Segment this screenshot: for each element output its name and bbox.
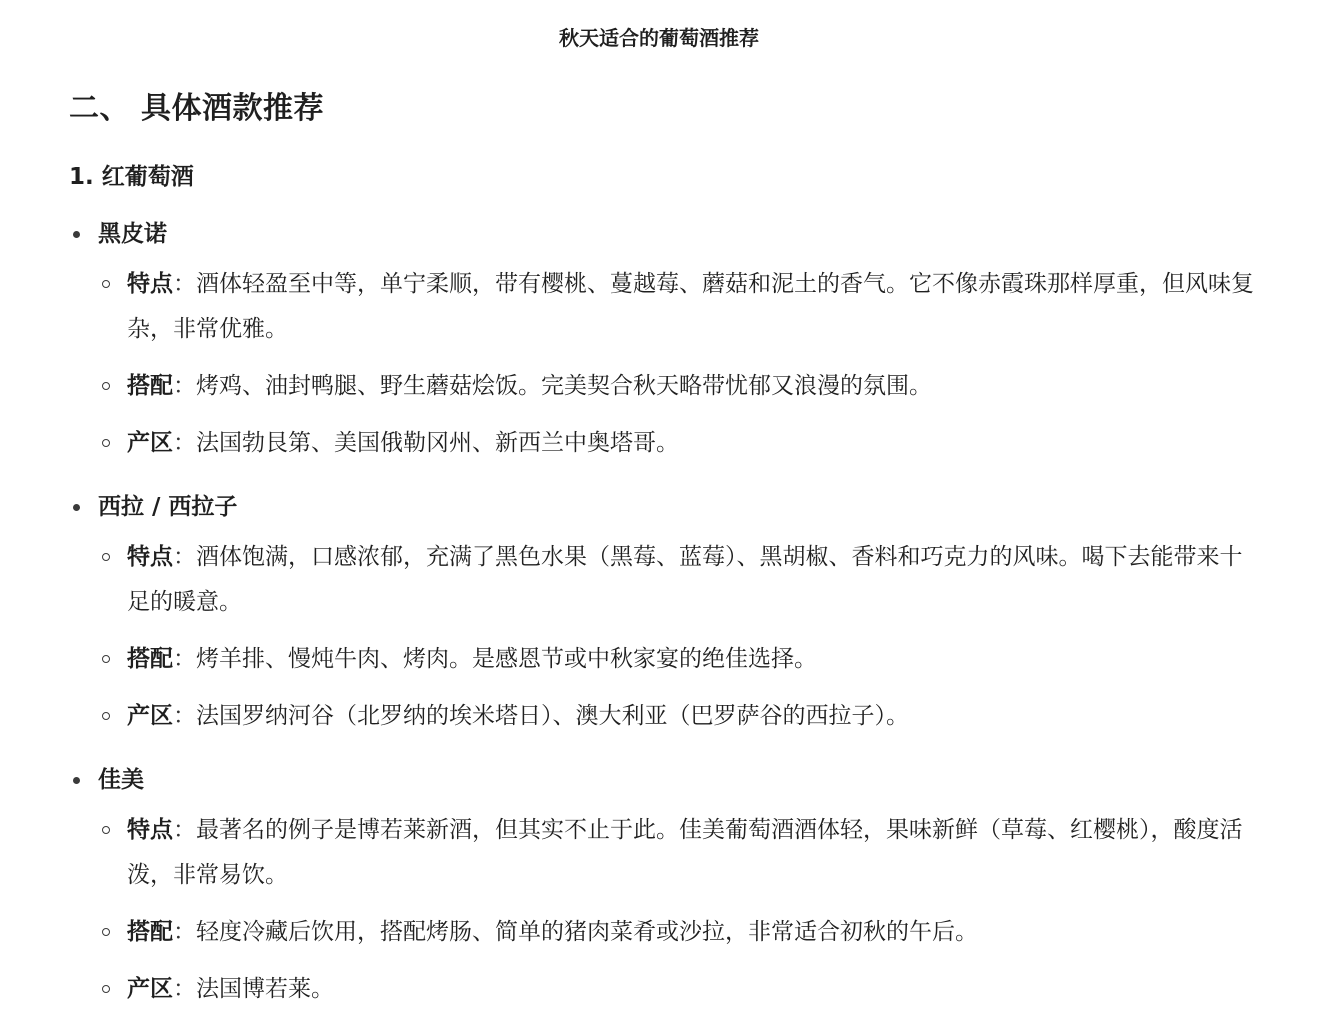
wine-attribute-characteristics	[127, 262, 1254, 352]
bullet-circle-icon	[102, 553, 110, 561]
bullet-circle-icon	[102, 985, 110, 993]
wine-attribute-list	[69, 535, 1254, 739]
attribute-text: 烤羊排、慢炖牛肉、烤肉。是感恩节或中秋家宴的绝佳选择。	[196, 646, 817, 672]
attribute-text: 酒体轻盈至中等，单宁柔顺，带有樱桃、蔓越莓、蘑菇和泥土的香气。它不像赤霞珠那样厚重，但风味复杂，非常优雅。	[127, 271, 1254, 342]
bullet-circle-icon	[102, 439, 110, 447]
top-bar	[0, 0, 1318, 74]
attribute-label: 产区	[127, 430, 173, 456]
wine-attribute-characteristics	[127, 808, 1254, 898]
subsection-heading: 1. 红葡萄酒	[69, 164, 194, 190]
wine-item-pinot-noir	[69, 218, 1254, 466]
wine-attribute-list	[69, 262, 1254, 466]
wine-name-row	[69, 218, 1254, 250]
attribute-label: 特点	[127, 271, 173, 297]
bullet-dot-icon	[73, 231, 80, 238]
wine-list	[69, 218, 1254, 1012]
bullet-dot-icon	[73, 504, 80, 511]
wine-name-row	[69, 764, 1254, 796]
attribute-separator: ：	[173, 373, 196, 399]
attribute-label: 搭配	[127, 919, 173, 945]
wine-attribute-characteristics	[127, 535, 1254, 625]
bullet-dot-icon	[73, 777, 80, 784]
attribute-separator: ：	[173, 646, 196, 672]
wine-attribute-region	[127, 967, 1254, 1012]
wine-attribute-region	[127, 421, 1254, 466]
attribute-label: 特点	[127, 544, 173, 570]
attribute-separator: ：	[173, 976, 196, 1002]
bullet-circle-icon	[102, 826, 110, 834]
wine-name-row	[69, 491, 1254, 523]
attribute-text: 烤鸡、油封鸭腿、野生蘑菇烩饭。完美契合秋天略带忧郁又浪漫的氛围。	[196, 373, 932, 399]
attribute-text: 轻度冷藏后饮用，搭配烤肠、简单的猪肉菜肴或沙拉，非常适合初秋的午后。	[196, 919, 978, 945]
wine-name: 黑皮诺	[98, 221, 167, 247]
attribute-text: 最著名的例子是博若莱新酒，但其实不止于此。佳美葡萄酒酒体轻，果味新鲜（草莓、红樱桃），酸度活泼，非常易饮。	[127, 817, 1243, 888]
bullet-circle-icon	[102, 382, 110, 390]
wine-attribute-region	[127, 694, 1254, 739]
bullet-circle-icon	[102, 712, 110, 720]
wine-name: 佳美	[98, 767, 144, 793]
attribute-label: 特点	[127, 817, 173, 843]
section-heading: 二、 具体酒款推荐	[69, 91, 324, 126]
wine-attribute-pairing	[127, 910, 1254, 955]
attribute-text: 酒体饱满，口感浓郁，充满了黑色水果（黑莓、蓝莓）、黑胡椒、香料和巧克力的风味。喝下去能带来十足的暖意。	[127, 544, 1243, 615]
wine-item-syrah	[69, 491, 1254, 739]
document-title: 秋天适合的葡萄酒推荐	[559, 25, 759, 50]
attribute-separator: ：	[173, 703, 196, 729]
wine-attribute-pairing	[127, 364, 1254, 409]
attribute-label: 产区	[127, 976, 173, 1002]
wine-attribute-pairing	[127, 637, 1254, 682]
wine-item-gamay	[69, 764, 1254, 1012]
attribute-text: 法国博若莱。	[196, 976, 334, 1002]
document-content	[0, 88, 1318, 1012]
attribute-label: 搭配	[127, 373, 173, 399]
attribute-text: 法国勃艮第、美国俄勒冈州、新西兰中奥塔哥。	[196, 430, 679, 456]
bullet-circle-icon	[102, 280, 110, 288]
attribute-separator: ：	[173, 817, 196, 843]
attribute-separator: ：	[173, 430, 196, 456]
bullet-circle-icon	[102, 928, 110, 936]
wine-name: 西拉 / 西拉子	[98, 494, 238, 520]
attribute-separator: ：	[173, 919, 196, 945]
attribute-label: 产区	[127, 703, 173, 729]
attribute-separator: ：	[173, 544, 196, 570]
bullet-circle-icon	[102, 655, 110, 663]
attribute-text: 法国罗纳河谷（北罗纳的埃米塔日）、澳大利亚（巴罗萨谷的西拉子）。	[196, 703, 909, 729]
attribute-separator: ：	[173, 271, 196, 297]
attribute-label: 搭配	[127, 646, 173, 672]
wine-attribute-list	[69, 808, 1254, 1012]
